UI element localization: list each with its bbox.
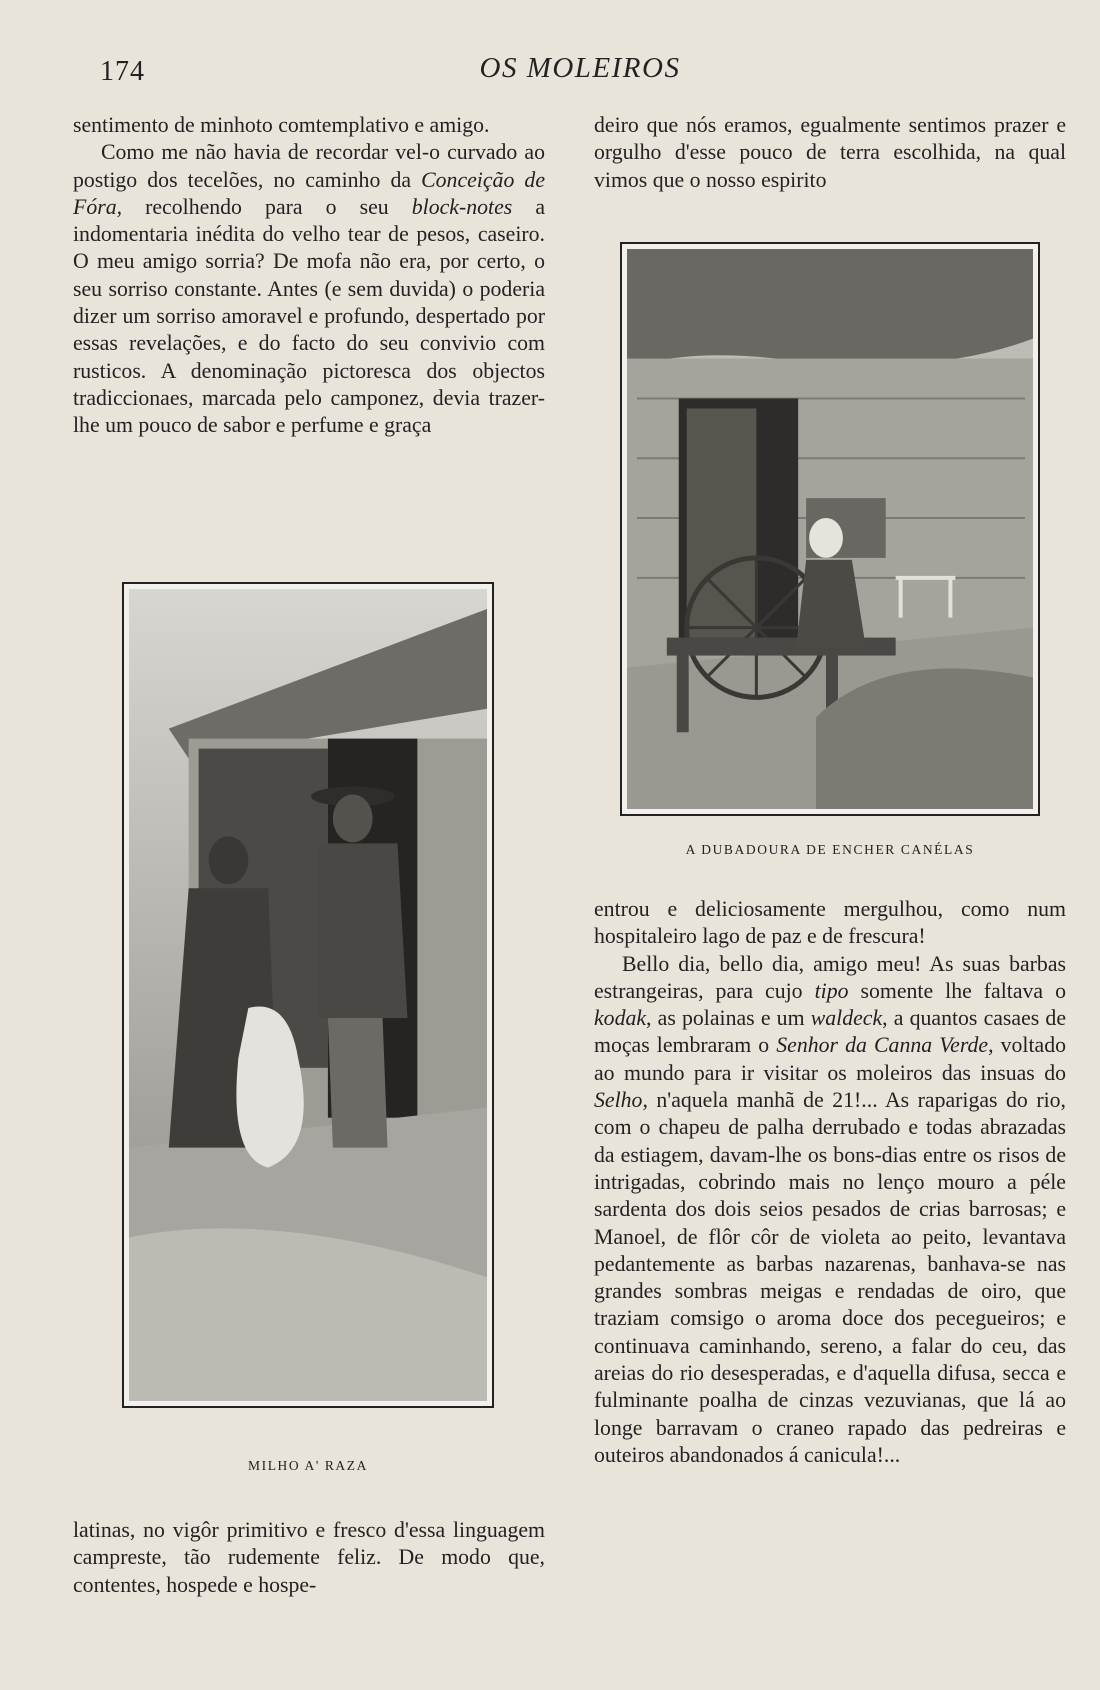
left-column-top-text	[73, 112, 545, 440]
text-run: somente lhe faltava o	[848, 978, 1066, 1003]
text-run: , n'aquela manhã de 21!... As raparigas do rio, com o chapeu de palha derrubado e todas abrazadas da estiagem, davam-lhe os bons-dias entre os risos de intrigadas, cobrindo mais no lenço mouro a péle sardenta dos dois seios pesados de crias barrosas; e Manoel, de flôr côr de violeta ao peito, levantava pedantemente as barbas nazarenas, banhava-se nas grandes sombras meigas e rendadas de oiro, que traziam comsigo o aroma doce dos pecegueiros; e continuava caminhando, sereno, a falar do ceu, das areias do rio desesperadas, e d'aquella difusa, secca e fulminante poalha de cinzas vezuvianas, que lá ao longe barravam o craneo rapado das pedreiras e outeiros abandonados á canicula!...	[594, 1088, 1066, 1467]
text-run: a indomentaria inédita do velho tear de pesos, caseiro. O meu amigo sorria? De mofa não era, por certo, o seu sorriso constante. Antes (e sem duvida) o poderia dizer um sorriso amoravel e profundo, despertado por essas revelações, e do facto do seu convivio com rusticos. A denominação pictoresca dos objectos tradiccionaes, marcada pelo camponez, devia trazer-lhe um pouco de sabor e perfume e graça	[73, 194, 545, 438]
right-column-bottom-text	[594, 896, 1066, 1469]
left-column-bottom-text	[73, 1517, 545, 1599]
photo-dubadoura	[620, 242, 1040, 816]
paragraph: latinas, no vigôr primitivo e fresco d'essa linguagem campreste, tão rudemente feliz. De modo que, contentes, hospede e hospe-	[73, 1518, 545, 1597]
text-run: Bello dia, bello dia, amigo meu! As suas barbas estrangeiras, para cujo	[594, 951, 1066, 1003]
running-title: OS MOLEIROS	[479, 52, 681, 84]
italic-run: tipo	[814, 978, 849, 1003]
paragraph: deiro que nós eramos, egualmente sentimos prazer e orgulho d'esse pouco de terra escolhida, na qual vimos que o nosso espirito	[594, 113, 1066, 192]
paragraph	[73, 139, 545, 439]
text-run: , a quantos casaes de moças lembraram o	[594, 1006, 1066, 1058]
photo-image	[129, 589, 487, 1401]
italic-run: waldeck	[810, 1006, 883, 1031]
italic-run: Senhor da Canna Verde	[776, 1033, 989, 1058]
photo-milho-a-raza	[122, 582, 494, 1408]
photo-caption: MILHO A' RAZA	[248, 1458, 368, 1473]
italic-run: Selho	[594, 1088, 643, 1113]
italic-run: block-notes	[411, 194, 513, 219]
page-number: 174	[100, 56, 145, 87]
text-run: , voltado ao mundo para ir visitar os moleiros das insuas do	[594, 1033, 1067, 1085]
right-column-top-text	[594, 112, 1066, 194]
paragraph	[594, 951, 1066, 1470]
italic-run: kodak	[594, 1006, 647, 1031]
text-run: , as polainas e um	[646, 1006, 811, 1031]
photo-image	[627, 249, 1033, 809]
photo-caption: A DUBADOURA DE ENCHER CANÉLAS	[685, 842, 975, 857]
text-run: Como me não havia de recordar vel-o curvado ao postigo dos tecelões, no caminho da	[73, 140, 545, 192]
italic-run: Conceição de Fóra,	[73, 167, 546, 219]
paragraph: sentimento de minhoto comtemplativo e amigo.	[73, 113, 490, 137]
paragraph: entrou e deliciosamente mergulhou, como num hospitaleiro lago de paz e de frescura!	[594, 897, 1066, 949]
text-run: recolhendo para o seu	[122, 194, 412, 219]
